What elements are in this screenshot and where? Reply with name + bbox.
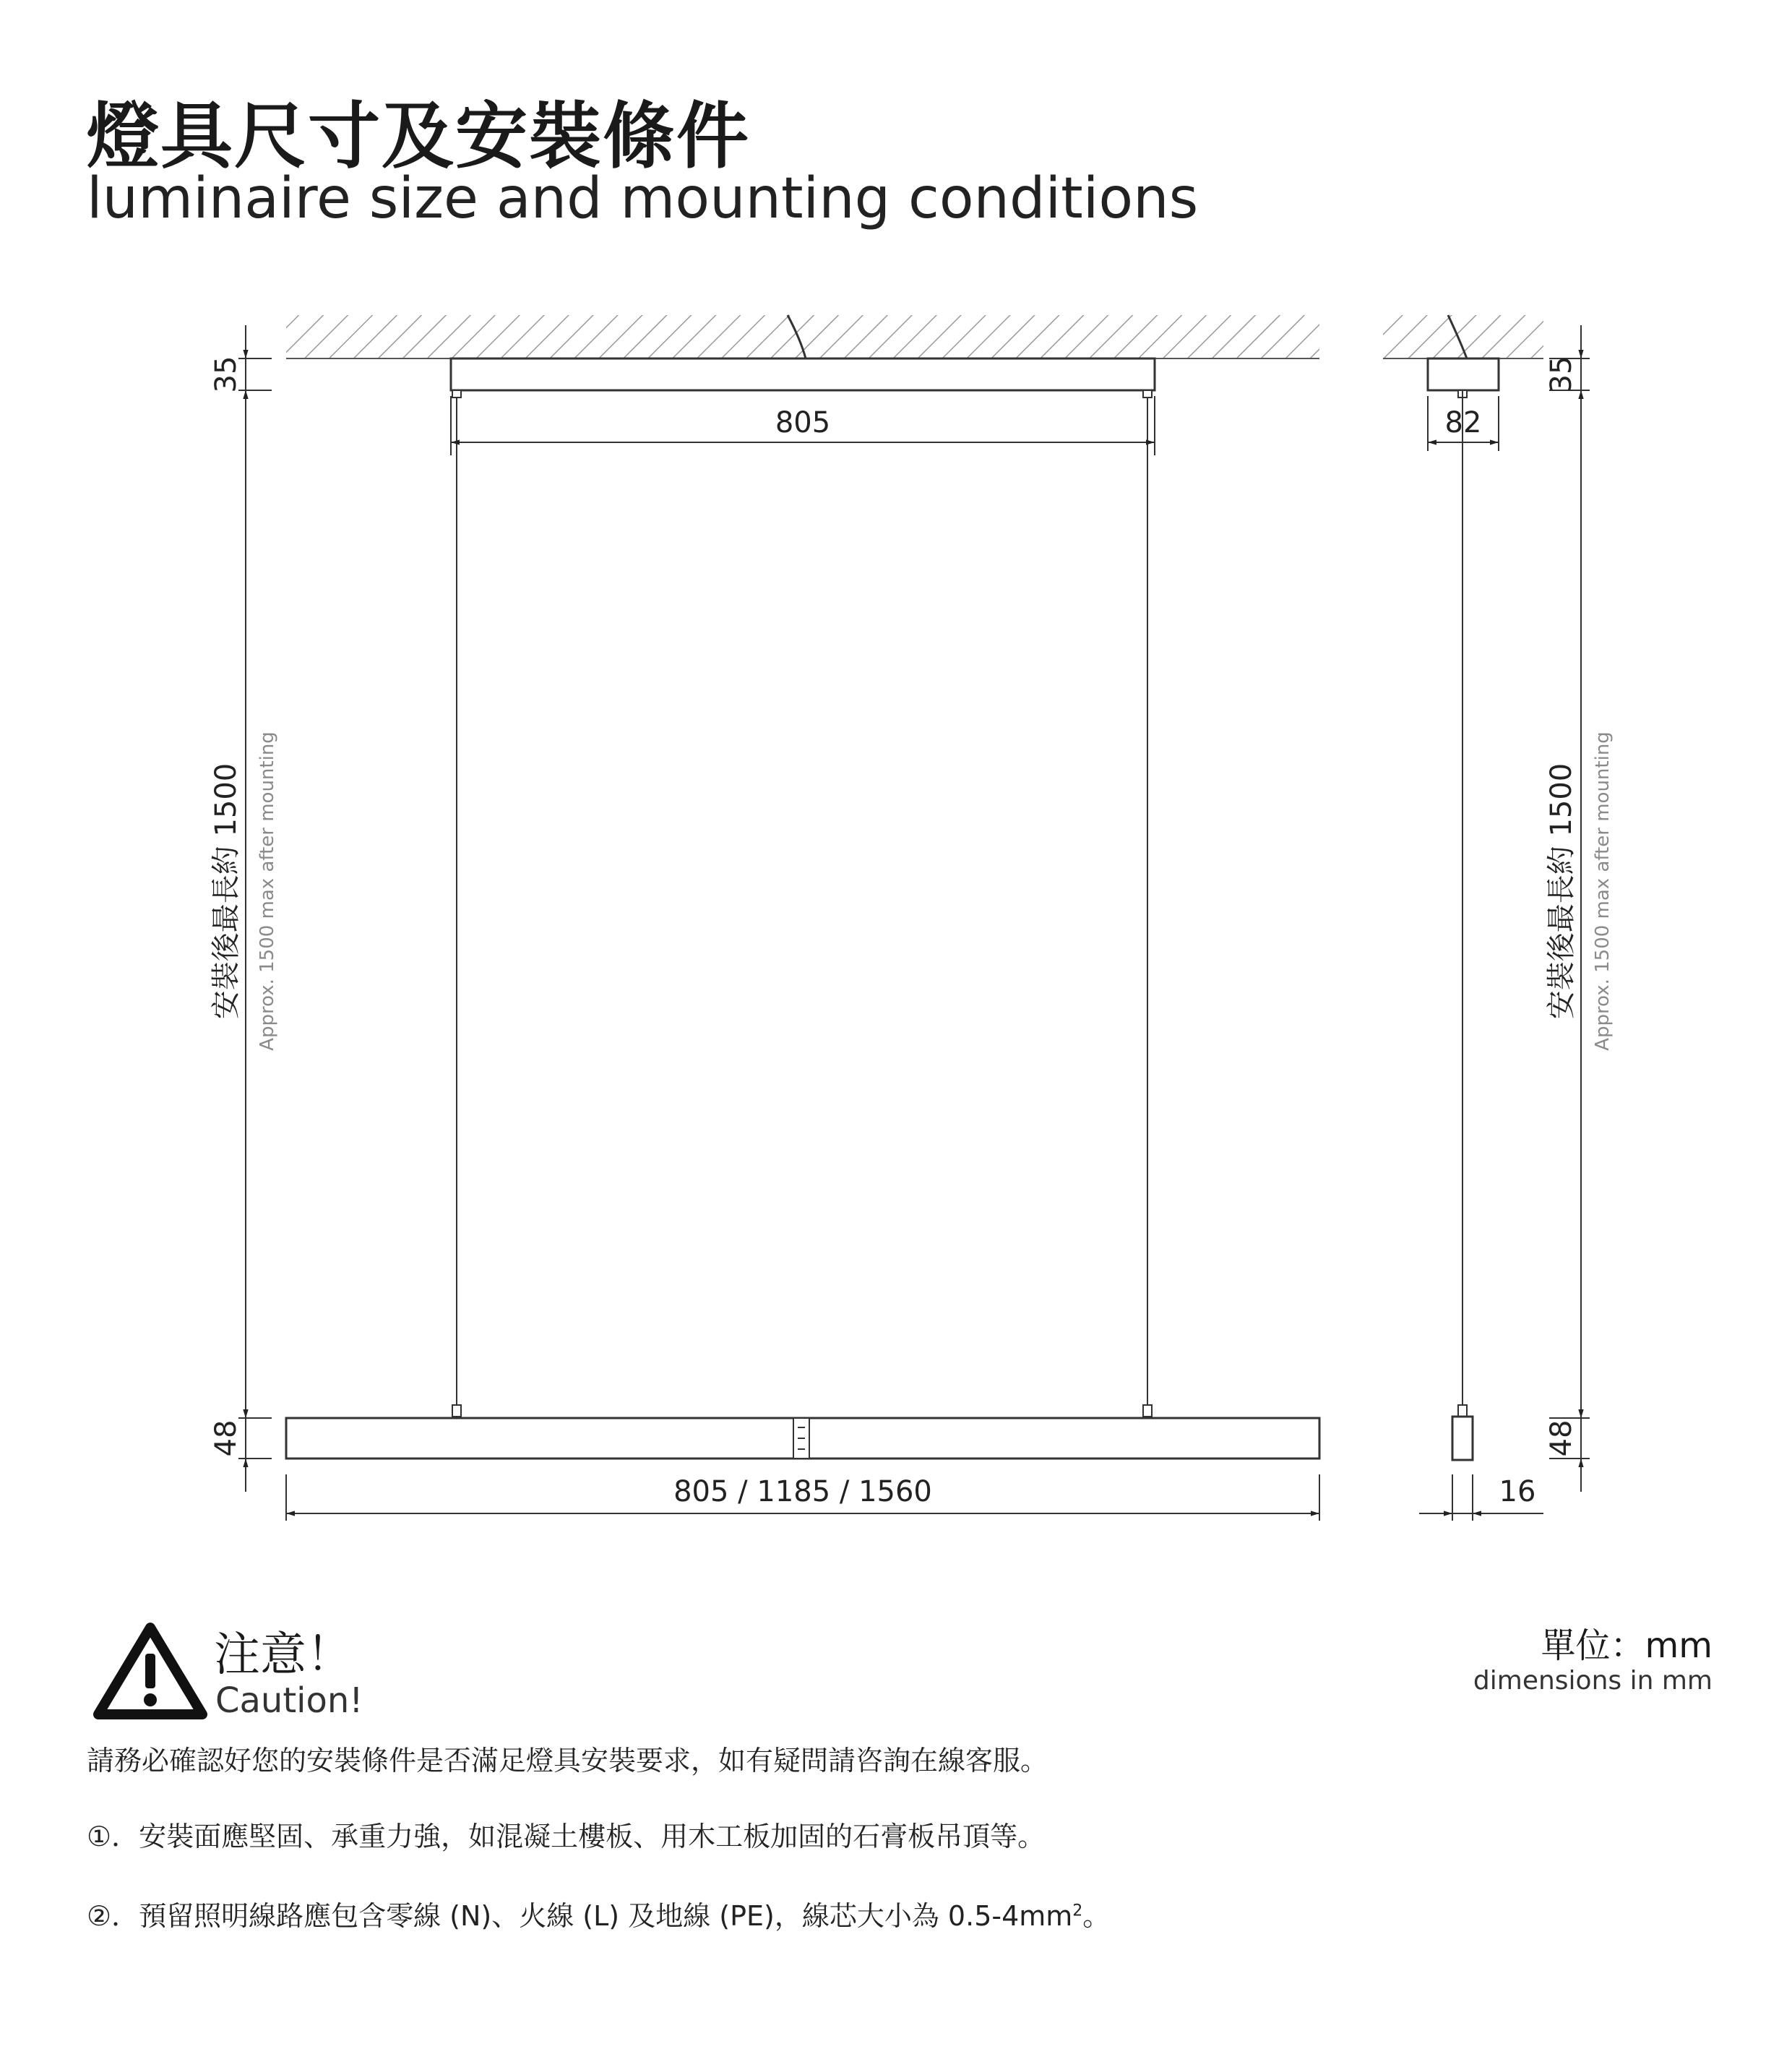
front-dim-canopy-label: 805 xyxy=(775,406,831,439)
front-canopy xyxy=(451,358,1155,390)
note-line-2: ①．安裝面應堅固、承重力強，如混凝土樓板、用木工板加固的石膏板吊頂等。 xyxy=(87,1821,1046,1852)
caution-title: 注意！ xyxy=(214,1628,353,1682)
front-dim-body-height-label: 48 xyxy=(210,1419,243,1457)
page-subtitle: luminaire size and mounting conditions xyxy=(87,166,1199,231)
unit-label-en: dimensions in mm xyxy=(1473,1666,1713,1696)
side-dim-ceiling-label: 35 xyxy=(1545,356,1578,393)
side-canopy xyxy=(1428,358,1499,390)
side-drop-note-cn: 安裝後最長約 1500 xyxy=(1545,763,1578,1020)
caution-subtitle: Caution! xyxy=(215,1680,363,1721)
side-dim-width-label: 16 xyxy=(1499,1475,1536,1508)
page-title: 燈具尺寸及安裝條件 xyxy=(87,94,750,179)
side-drop-note-en: Approx. 1500 max after mounting xyxy=(1592,731,1614,1051)
note-line-3-end: 。 xyxy=(1082,1900,1111,1932)
front-view xyxy=(210,315,1319,1521)
note-line-3-superscript: 2 xyxy=(1072,1902,1083,1920)
note-line-3 xyxy=(87,1894,1110,1933)
side-luminaire-body xyxy=(1452,1417,1473,1460)
unit-label: 單位：mm xyxy=(1541,1625,1713,1666)
warning-triangle-icon xyxy=(98,1628,202,1714)
front-drop-note-en: Approx. 1500 max after mounting xyxy=(257,731,278,1051)
note-line-3-text: ②．預留照明線路應包含零線 (N)、火線 (L) 及地線 (PE)，線芯大小為 0.5-4mm xyxy=(87,1900,1073,1932)
note-line-1: 請務必確認好您的安裝條件是否滿足燈具安裝要求，如有疑問請咨詢在線客服。 xyxy=(87,1745,1048,1777)
side-dim-body-height-label: 48 xyxy=(1545,1419,1578,1457)
side-view xyxy=(1383,315,1614,1521)
front-dim-length-label: 805 / 1185 / 1560 xyxy=(673,1475,932,1508)
front-dim-ceiling-label: 35 xyxy=(210,356,243,393)
side-dim-canopy-label: 82 xyxy=(1444,406,1482,439)
front-drop-note-cn: 安裝後最長約 1500 xyxy=(210,763,243,1020)
